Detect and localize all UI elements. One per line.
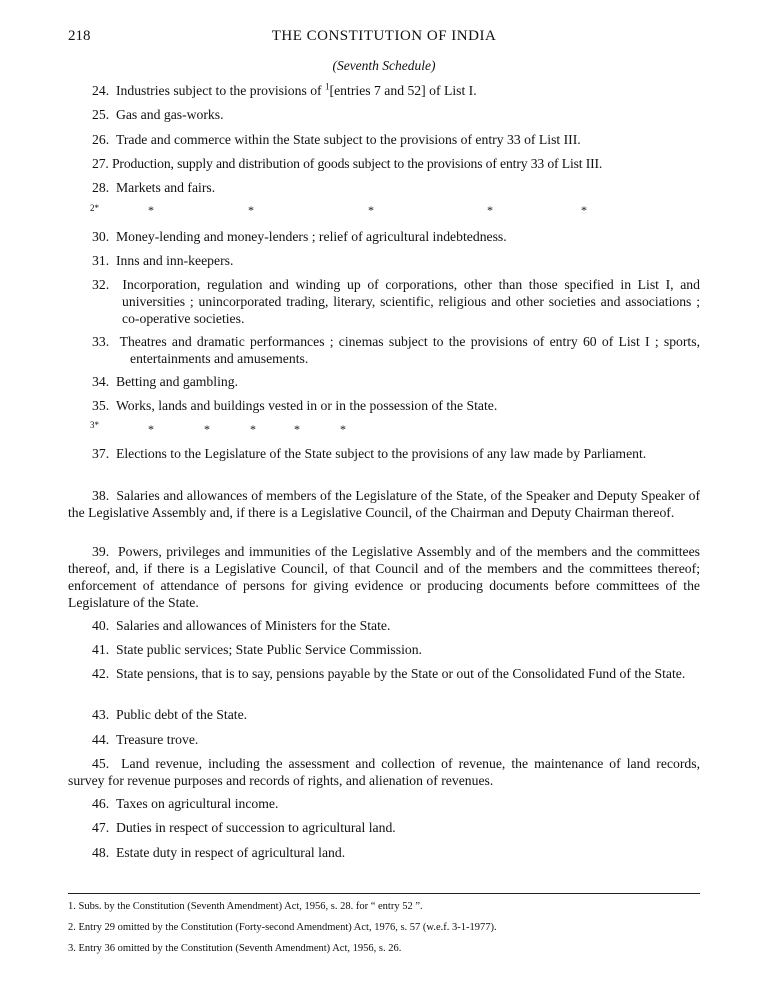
- entry-text: Taxes on agricultural income.: [115, 796, 279, 811]
- omission-marker: 3*: [90, 420, 99, 430]
- entry-number: 40.: [92, 618, 110, 633]
- entry-number: 45.: [92, 756, 110, 771]
- entry-number: 43.: [92, 707, 110, 722]
- schedule-subtitle: (Seventh Schedule): [332, 58, 436, 73]
- entry-39: [68, 543, 700, 611]
- entry-number: 32.: [92, 277, 110, 292]
- entry-number: 28.: [92, 180, 110, 195]
- entry-text: Money-lending and money-lenders ; relief of agricultural indebtedness.: [115, 229, 507, 244]
- footnote-1: 1. Subs. by the Constitution (Seventh Amendment) Act, 1956, s. 28. for “ entry 52 ”.: [68, 901, 423, 912]
- entry-text: Gas and gas-works.: [115, 107, 224, 122]
- entry-47: [92, 819, 700, 836]
- entry-number: 48.: [92, 845, 110, 860]
- entry-43: [92, 706, 700, 723]
- entry-text: Powers, privileges and immunities of the Legislative Assembly and of the members and the committees thereof, and, if there is a Legislative Council, of that Council and of the members and the committees thereof; enforcement of attendance of persons for giving evidence or producing documents before committees of the Legislature of the State.: [68, 544, 701, 610]
- entry-35: [92, 397, 702, 414]
- entry-34: [92, 373, 702, 390]
- footnote-2: 2. Entry 29 omitted by the Constitution (Forty-second Amendment) Act, 1976, s. 57 (w.e.f. 3-1-1977).: [68, 922, 497, 933]
- entry-text: Salaries and allowances of Ministers for the State.: [115, 618, 391, 633]
- entry-text: Incorporation, regulation and winding up of corporations, other than those specified in List I, and universities ; unincorporated trading, literary, scientific, religious and other societies and associations ; co-operative societies.: [122, 277, 700, 326]
- entry-26: [92, 131, 712, 148]
- entry-text: Works, lands and buildings vested in or in the possession of the State.: [115, 398, 498, 413]
- entry-48: [92, 844, 700, 861]
- omission-star: *: [250, 422, 256, 436]
- omission-star: *: [340, 422, 346, 436]
- omission-star: *: [487, 203, 493, 217]
- entry-42: [68, 665, 700, 682]
- entry-25: [92, 106, 702, 123]
- entry-40: [92, 617, 700, 634]
- omission-star: *: [294, 422, 300, 436]
- entry-37: [68, 445, 700, 462]
- omission-star: *: [368, 203, 374, 217]
- omission-star: *: [581, 203, 587, 217]
- entry-number: 42.: [92, 666, 110, 681]
- running-title: THE CONSTITUTION OF INDIA: [271, 28, 497, 44]
- omission-star: *: [248, 203, 254, 217]
- entry-number: 27.: [92, 156, 109, 171]
- entry-27: [92, 155, 712, 172]
- entry-text: [entries 7 and 52] of List I.: [329, 83, 477, 98]
- omission-star: *: [148, 203, 154, 217]
- page-number: 218: [68, 28, 91, 44]
- entry-number: 33.: [92, 334, 110, 349]
- entry-number: 31.: [92, 253, 110, 268]
- entry-44: [92, 731, 700, 748]
- entry-number: 46.: [92, 796, 110, 811]
- entry-45: [68, 755, 700, 789]
- entry-31: [92, 252, 702, 269]
- entry-text: Markets and fairs.: [115, 180, 216, 195]
- entry-text: Betting and gambling.: [115, 374, 238, 389]
- entry-text: Land revenue, including the assessment and collection of revenue, the maintenance of land records, survey for revenue purposes and records of rights, and alienation of revenues.: [68, 756, 701, 788]
- entry-text: Public debt of the State.: [115, 707, 248, 722]
- entry-text: Elections to the Legislature of the State subject to the provisions of any law made by Parliament.: [115, 446, 647, 461]
- entry-number: 41.: [92, 642, 110, 657]
- entry-text: Salaries and allowances of members of the Legislature of the State, of the Speaker and Deputy Speaker of the Legislative Assembly and, if there is a Legislative Council, of the Chairman and Deputy Chairman thereof.: [68, 488, 701, 520]
- entry-text: State public services; State Public Service Commission.: [115, 642, 422, 657]
- entry-number: 24.: [92, 83, 110, 98]
- entry-number: 44.: [92, 732, 110, 747]
- omission-star: *: [148, 422, 154, 436]
- entry-text: Duties in respect of succession to agricultural land.: [115, 820, 396, 835]
- entry-46: [92, 795, 700, 812]
- entry-text: Industries subject to the provisions of: [115, 83, 326, 98]
- entry-text: State pensions, that is to say, pensions payable by the State or out of the Consolidated Fund of the State.: [115, 666, 686, 681]
- entry-text: Production, supply and distribution of goods subject to the provisions of entry 33 of List III.: [111, 156, 603, 171]
- omission-marker: 2*: [90, 203, 99, 213]
- omission-star: *: [204, 422, 210, 436]
- footnote-marker: 1: [325, 81, 330, 92]
- entry-41: [92, 641, 700, 658]
- entry-38: [68, 487, 700, 521]
- entry-number: 30.: [92, 229, 110, 244]
- entry-number: 34.: [92, 374, 110, 389]
- entry-32: [92, 276, 700, 327]
- entry-number: 26.: [92, 132, 110, 147]
- entry-text: Theatres and dramatic performances ; cinemas subject to the provisions of entry 60 of List I ; sports, entertainments and amusements.: [119, 334, 700, 366]
- entry-number: 35.: [92, 398, 110, 413]
- entry-number: 38.: [92, 488, 110, 503]
- footnote-divider: [68, 893, 700, 894]
- entry-24: [92, 82, 702, 99]
- entry-text: Estate duty in respect of agricultural land.: [115, 845, 346, 860]
- entry-text: Trade and commerce within the State subject to the provisions of entry 33 of List III.: [115, 132, 581, 147]
- footnote-3: 3. Entry 36 omitted by the Constitution (Seventh Amendment) Act, 1956, s. 26.: [68, 943, 402, 954]
- entry-text: Inns and inn-keepers.: [115, 253, 234, 268]
- entry-number: 47.: [92, 820, 110, 835]
- entry-30: [92, 228, 702, 245]
- entry-number: 37.: [92, 446, 110, 461]
- entry-text: Treasure trove.: [115, 732, 199, 747]
- entry-number: 25.: [92, 107, 110, 122]
- entry-28: [92, 179, 702, 196]
- entry-33: [92, 333, 700, 367]
- entry-number: 39.: [92, 544, 110, 559]
